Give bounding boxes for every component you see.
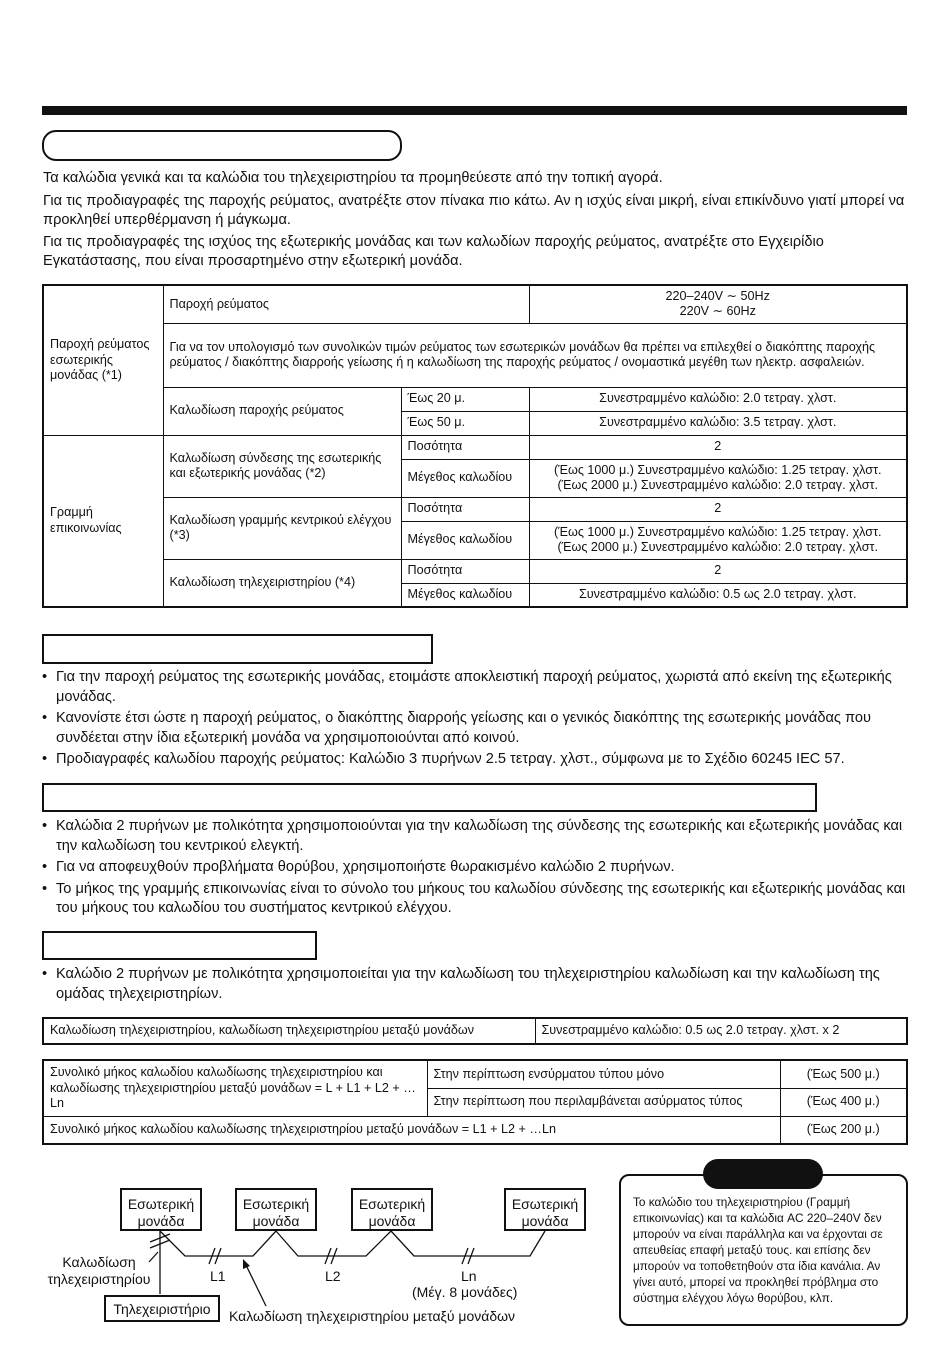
indoor-unit-box: Εσωτερική μονάδα: [351, 1188, 433, 1231]
quantity-label: Ποσότητα: [401, 435, 529, 459]
indoor-unit-box: Εσωτερική μονάδα: [120, 1188, 202, 1231]
between-units-arrow: [245, 1263, 266, 1306]
caution-text: Το καλώδιο του τηλεχειριστηρίου (Γραμμή επικοινωνίας) και τα καλώδια AC 220–240V δεν μπορούν να είναι παράλληλα και να έρχονται σε απευθείας επαφή μεταξύ τους. και επίσης δεν μπορούν να τοποθετηθούν στα ίδια κανάλια. Αν γίνει αυτό, μπορεί να προκληθεί πρόβλημα στο σύστημα ελέγχου λόγω θορύβου, κλπ.: [633, 1195, 883, 1305]
ln-label: Ln: [461, 1268, 477, 1284]
cable-size-label: Μέγεθος καλωδίου: [401, 583, 529, 607]
indoor-outdoor-label: Καλωδίωση σύνδεσης της εσωτερικής και εξωτερικής μονάδας (*2): [163, 435, 401, 497]
wiring-spec-table: [42, 284, 908, 608]
cable-size-values: [529, 459, 907, 497]
section-header-wiring: [42, 130, 402, 161]
wired-only-value: (Έως 500 μ.): [780, 1060, 907, 1088]
indoor-unit-box: Εσωτερική μονάδα: [235, 1188, 317, 1231]
between-units-length-value: (Έως 200 μ.): [780, 1116, 907, 1144]
list-item: • Για να αποφευχθούν προβλήματα θορύβου, χρησιμοποιήστε θωρακισμένο καλώδιο 2 πυρήνων.: [42, 858, 910, 878]
cable-20m: Συνεστραμμένο καλώδιο: 2.0 τετραγ. χλστ.: [529, 387, 907, 411]
section-header-remote: [42, 931, 317, 960]
chain-line-l1: [160, 1231, 276, 1256]
remote-cable-size: Συνεστραμμένο καλώδιο: 0.5 ως 2.0 τετραγ. χλστ.: [529, 583, 907, 607]
caution-badge: [703, 1159, 823, 1189]
chain-line-l2: [276, 1231, 391, 1256]
cable-size-values: [529, 521, 907, 559]
remote-cable-value: Συνεστραμμένο καλώδιο: 0.5 ως 2.0 τετραγ. χλστ. x 2: [535, 1018, 907, 1044]
list-item: • Για την παροχή ρεύματος της εσωτερικής μονάδας, ετοιμάστε αποκλειστική παροχή ρεύματος, χωριστά από εκείνη της εξωτερικής μονάδας.: [42, 668, 910, 707]
voltage-60hz: 220V ∼ 60Hz: [679, 304, 756, 319]
l2-label: L2: [325, 1268, 341, 1284]
intro-paragraph-2: Για τις προδιαγραφές της παροχής ρεύματος, ανατρέξτε στον πίνακα πιο κάτω. Αν η ισχύς είναι μικρή, είναι επικίνδυνο γιατί μπορεί να προκληθεί υπερθέρμανση ή μάγκωμα.: [43, 193, 905, 228]
remote-cable-table: [42, 1017, 908, 1045]
between-units-length-label: Συνολικό μήκος καλωδίου καλωδίωσης τηλεχειριστηρίου μεταξύ μονάδων = L1 + L2 + …Ln: [43, 1116, 780, 1144]
caution-note: [619, 1174, 908, 1326]
section-header-power-supply: [42, 634, 433, 664]
wired-only-label: Στην περίπτωση ενσύρματου τύπου μόνο: [427, 1060, 780, 1088]
supply-wiring-label: Καλωδίωση παροχής ρεύματος: [163, 387, 401, 435]
quantity-value: 2: [529, 435, 907, 459]
list-item: • Κανονίστε έτσι ώστε η παροχή ρεύματος, ο διακόπτης διαρροής γείωσης και ο γενικός διακόπτης της εσωτερικής μονάδας που συνδέεται στην ίδια εξωτερική μονάδα να χρησιμοποιούνται από κοινού.: [42, 709, 910, 748]
calculation-note: Για να τον υπολογισμό των συνολικών τιμών ρεύματος των εσωτερικών μονάδων θα πρέπει να επιλεχθεί ο διακόπτης παροχής ρεύματος / διακόπτης διαρροής γείωσης ή η καλωδίωση της παροχής ρεύματος / ονομαστικά μεγέθη των ηλεκτρ. ασφαλειών.: [163, 323, 907, 387]
section-header-communication: [42, 783, 817, 812]
quantity-value: 2: [529, 559, 907, 583]
comm-group-label: Γραμμή επικοινωνίας: [43, 435, 163, 607]
chain-line-ln: [391, 1231, 545, 1256]
l1-label: L1: [210, 1268, 226, 1284]
voltage-cell: [529, 285, 907, 323]
remote-length-table: [42, 1059, 908, 1145]
cable-size-label: Μέγεθος καλωδίου: [401, 521, 529, 559]
list-item: • Προδιαγραφές καλωδίου παροχής ρεύματος: Καλώδιο 3 πυρήνων 2.5 τετραγ. χλστ., σύμφωνα με το Σχέδιο 60245 IEC 57.: [42, 750, 910, 770]
intro-paragraph-1: Τα καλώδια γενικά και τα καλώδια του τηλεχειριστηρίου τα προμηθεύεστε από την τοπική αγορά.: [43, 170, 663, 186]
size-2000m: (Έως 2000 μ.) Συνεστραμμένο καλώδιο: 2.0 τετραγ. χλστ.: [557, 540, 879, 554]
power-group-label: Παροχή ρεύματος εσωτερικής μονάδας (*1): [43, 285, 163, 435]
central-control-label: Καλωδίωση γραμμής κεντρικού ελέγχου (*3): [163, 497, 401, 559]
cable-50m: Συνεστραμμένο καλώδιο: 3.5 τετραγ. χλστ.: [529, 411, 907, 435]
voltage-50hz: 220–240V ∼ 50Hz: [665, 288, 770, 303]
size-1000m: (Έως 1000 μ.) Συνεστραμμένο καλώδιο: 1.25 τετραγ. χλστ.: [553, 524, 882, 539]
list-item: • Καλώδια 2 πυρήνων με πολικότητα χρησιμοποιούνται για την καλωδίωση της σύνδεσης της εσωτερικής και εξωτερικής μονάδας και την καλωδίωση του κεντρικού ελεγκτή.: [42, 817, 910, 856]
remote-controller-box: Τηλεχειριστήριο: [104, 1295, 220, 1322]
between-units-label: Καλωδίωση τηλεχειριστηρίου μεταξύ μονάδων: [229, 1308, 516, 1324]
list-item: • Το μήκος της γραμμής επικοινωνίας είναι το σύνολο του μήκους του καλωδίου σύνδεσης της εσωτερικής και εξωτερικής μονάδας και του μήκους του καλωδίου του συστήματος κεντρικού ελέγχου.: [42, 880, 910, 919]
communication-bullets: [42, 817, 910, 921]
cable-size-label: Μέγεθος καλωδίου: [401, 459, 529, 497]
intro-paragraph-3: Για τις προδιαγραφές της ισχύος της εξωτερικής μονάδας και των καλωδίων παροχής ρεύματος, ανατρέξτε στο Εγχειρίδιο Εγκατάστασης, που είναι προσαρτημένο στην εξωτερική μονάδα.: [43, 234, 824, 269]
remote-bullets: [42, 965, 910, 1006]
total-length-label: Συνολικό μήκος καλωδίου καλωδίωσης τηλεχειριστηρίου και καλωδίωσης τηλεχειριστηρίου μεταξύ μονάδων = L + L1 + L2 + …Ln: [43, 1060, 427, 1116]
power-supply-bullets: [42, 668, 910, 772]
quantity-label: Ποσότητα: [401, 497, 529, 521]
wireless-label: Στην περίπτωση που περιλαμβάνεται ασύρματος τύπος: [427, 1088, 780, 1116]
quantity-label: Ποσότητα: [401, 559, 529, 583]
power-supply-label: Παροχή ρεύματος: [163, 285, 529, 323]
size-2000m: (Έως 2000 μ.) Συνεστραμμένο καλώδιο: 2.0 τετραγ. χλστ.: [557, 478, 879, 492]
length-50m: Έως 50 μ.: [401, 411, 529, 435]
remote-cable-label: Καλωδίωση τηλεχειριστηρίου, καλωδίωση τηλεχειριστηρίου μεταξύ μονάδων: [43, 1018, 535, 1044]
remote-wiring-label: Καλωδίωση τηλεχειριστηρίου (*4): [163, 559, 401, 607]
remote-wiring-label: Καλωδίωση τηλεχειριστηρίου: [47, 1254, 151, 1287]
size-1000m: (Έως 1000 μ.) Συνεστραμμένο καλώδιο: 1.25 τετραγ. χλστ.: [553, 462, 882, 477]
quantity-value: 2: [529, 497, 907, 521]
max-units-label: (Μέγ. 8 μονάδες): [412, 1284, 518, 1300]
top-rule: [42, 106, 907, 115]
list-item: • Καλώδιο 2 πυρήνων με πολικότητα χρησιμοποιείται για την καλωδίωση του τηλεχειριστηρίου καλωδίωση και την καλωδίωση της ομάδας τηλεχειριστηρίων.: [42, 965, 910, 1004]
length-20m: Έως 20 μ.: [401, 387, 529, 411]
wireless-value: (Έως 400 μ.): [780, 1088, 907, 1116]
indoor-unit-box: Εσωτερική μονάδα: [504, 1188, 586, 1231]
